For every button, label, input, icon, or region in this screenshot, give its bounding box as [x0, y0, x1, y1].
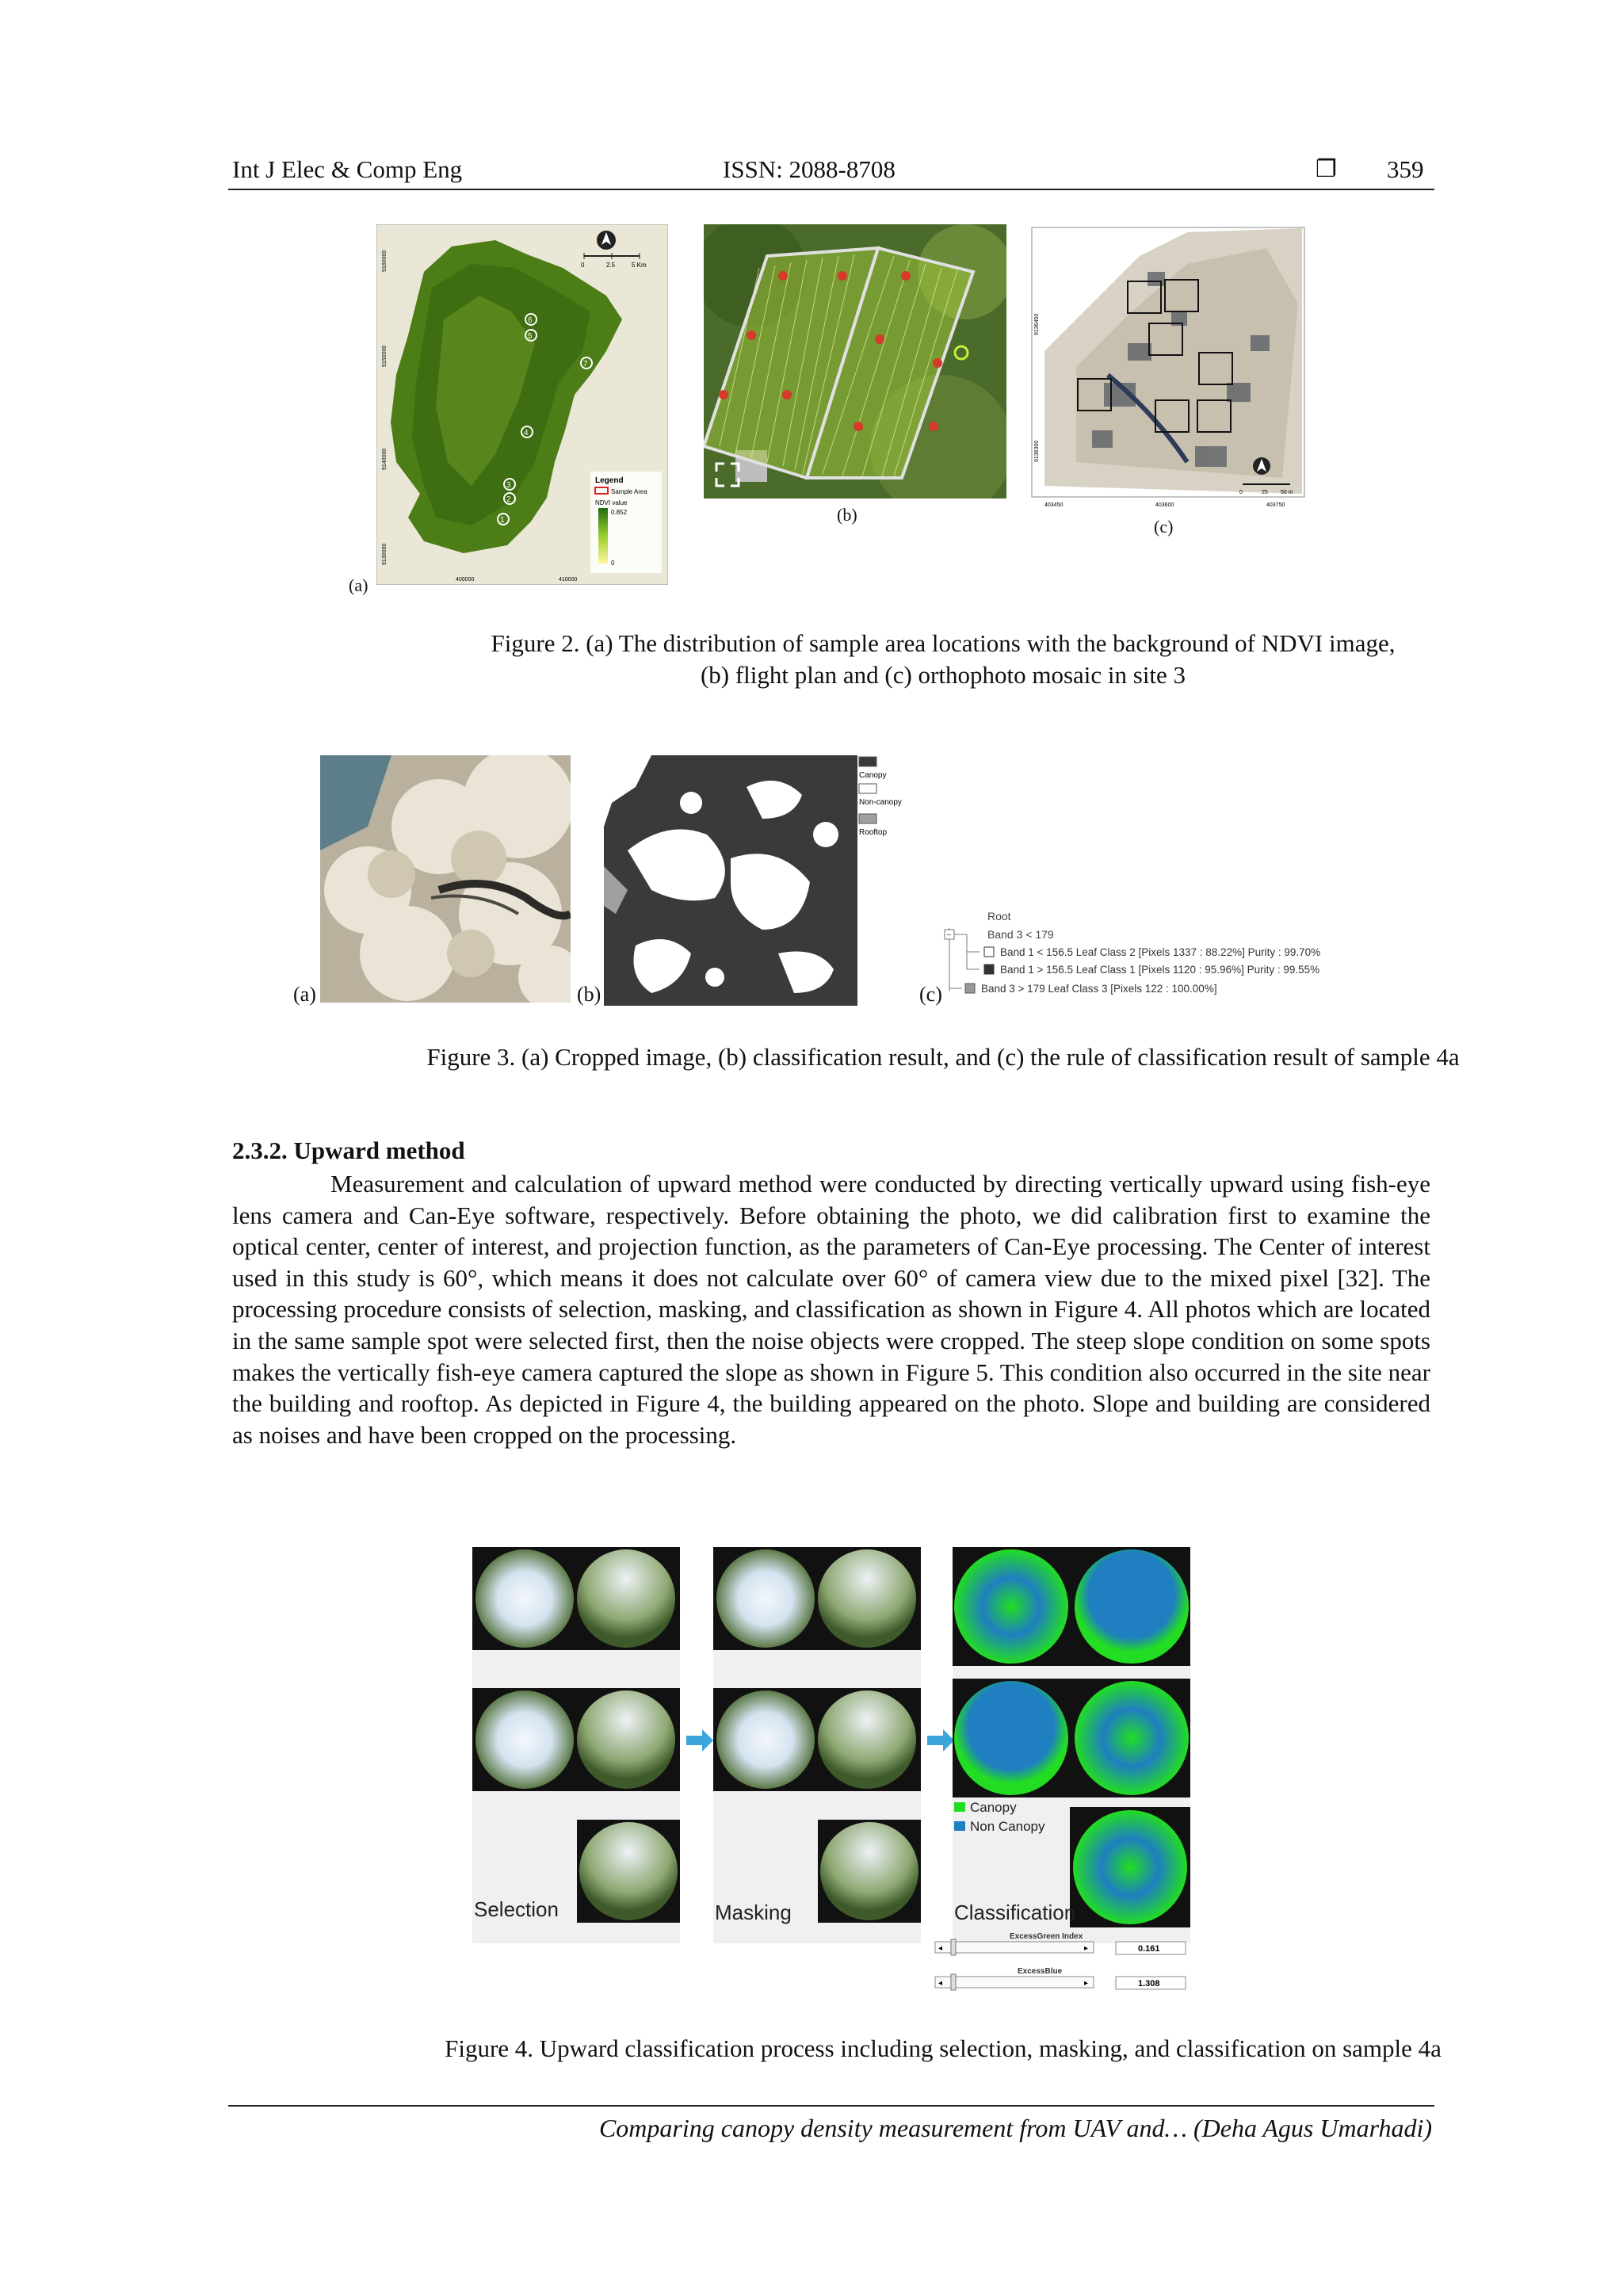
- svg-text:Canopy: Canopy: [970, 1800, 1017, 1815]
- svg-text:Masking: Masking: [715, 1901, 792, 1924]
- svg-text:Band 1 < 156.5 Leaf Class 2 [P: Band 1 < 156.5 Leaf Class 2 [Pixels 1337 : 88.22%] Purity : 99.70%: [1000, 946, 1321, 958]
- svg-text:9136300: 9136300: [1034, 440, 1040, 462]
- page-number: 359: [1387, 155, 1424, 183]
- figure2-flight-plan: [704, 224, 1006, 499]
- svg-text:0: 0: [611, 560, 615, 567]
- svg-text:6: 6: [528, 316, 533, 325]
- box-icon: ❐: [1316, 155, 1337, 183]
- svg-text:Rooftop: Rooftop: [859, 828, 888, 837]
- svg-text:−: −: [946, 930, 952, 940]
- svg-text:Canopy: Canopy: [859, 771, 887, 780]
- section-paragraph: Measurement and calculation of upward method were conducted by directing vertically upward using fish-eye lens camera and Can-Eye software, respectively. Before obtaining the photo, we did calibration first to examine the optical center, center of interest, and projection function, as the parameters of Can-Eye processing. The Center of interest used in this study is 60°, which means it does not calculate over 60° of camera view due to the mixed pixel [32]. The processing procedure consists of selection, masking, and classification as shown in Figure 4. All photos which are located in the same sample spot were selected first, then the noise objects were cropped. The steep slope condition on some spots makes the vertically fish-eye camera captured the slope as shown in Figure 5. This condition also occurred in the site near the building and rooftop. As depicted in Figure 4, the building appeared on the photo. Slope and building are considered as noises and have been cropped on the processing.: [232, 1170, 1430, 1449]
- svg-text:Sample Area: Sample Area: [611, 488, 647, 495]
- svg-text:◂: ◂: [938, 1979, 943, 1988]
- svg-text:403750: 403750: [1266, 502, 1285, 508]
- svg-text:Band 3 > 179 Leaf Class 3 [Pix: Band 3 > 179 Leaf Class 3 [Pixels 122 : 100.00%]: [981, 983, 1217, 995]
- svg-text:Root: Root: [987, 910, 1011, 923]
- ndvi-legend: [590, 472, 662, 573]
- svg-text:403450: 403450: [1044, 502, 1064, 508]
- svg-text:9140000: 9140000: [382, 448, 388, 470]
- figure4-caption: Figure 4. Upward classification process including selection, masking, and classification on sample 4a: [445, 2034, 1442, 2062]
- svg-text:0.852: 0.852: [611, 509, 628, 516]
- svg-text:2: 2: [506, 495, 511, 504]
- figure3-classification-result: [604, 755, 857, 1006]
- svg-text:9160000: 9160000: [382, 250, 388, 272]
- fig3-label-c: (c): [919, 983, 942, 1006]
- figure2-orthophoto: [1029, 224, 1308, 510]
- svg-text:403600: 403600: [1155, 502, 1174, 508]
- svg-text:▸: ▸: [1084, 1979, 1089, 1988]
- svg-text:ExcessGreen Index: ExcessGreen Index: [1010, 1932, 1083, 1941]
- svg-text:5 Km: 5 Km: [632, 262, 647, 269]
- svg-text:Band 3 < 179: Band 3 < 179: [987, 928, 1054, 941]
- figure2-caption-line1: Figure 2. (a) The distribution of sample area locations with the background of NDVI image,: [491, 629, 1396, 657]
- section-heading: 2.3.2. Upward method: [232, 1137, 465, 1164]
- svg-text:5: 5: [528, 332, 533, 341]
- svg-text:50 m: 50 m: [1281, 490, 1293, 495]
- svg-text:4: 4: [524, 429, 529, 437]
- fig3-label-b: (b): [577, 983, 601, 1006]
- fig2-label-b: (b): [837, 505, 857, 525]
- svg-text:3: 3: [506, 481, 511, 490]
- fig2-label-a: (a): [349, 575, 369, 595]
- svg-text:◂: ◂: [938, 1944, 943, 1953]
- svg-text:Non Canopy: Non Canopy: [970, 1819, 1045, 1834]
- figure3-rule-tree: [943, 906, 1371, 1001]
- figure4-process: [471, 1545, 1190, 2001]
- fig3-label-a: (a): [293, 983, 316, 1006]
- svg-text:1: 1: [500, 516, 505, 525]
- svg-text:▸: ▸: [1084, 1944, 1089, 1953]
- svg-text:410000: 410000: [559, 577, 578, 583]
- svg-text:9130000: 9130000: [382, 543, 388, 565]
- svg-text:2.5: 2.5: [606, 262, 616, 269]
- svg-text:0: 0: [581, 262, 585, 269]
- svg-text:9150000: 9150000: [382, 345, 388, 367]
- figure2-caption-line2: (b) flight plan and (c) orthophoto mosaic in site 3: [700, 661, 1186, 689]
- north-arrow-icon: [597, 231, 616, 250]
- svg-text:Legend: Legend: [595, 476, 624, 485]
- svg-text:ExcessBlue: ExcessBlue: [1018, 1967, 1063, 1976]
- footer-rule: [228, 2105, 1434, 2107]
- fig2-label-c: (c): [1154, 517, 1174, 537]
- svg-text:25: 25: [1262, 490, 1268, 495]
- running-header-issn: ISSN: 2088-8708: [723, 155, 896, 183]
- svg-text:NDVI value: NDVI value: [595, 499, 628, 506]
- running-footer: Comparing canopy density measurement from UAV and… (Deha Agus Umarhadi): [598, 2114, 1432, 2142]
- figure3-cropped-image: [320, 755, 571, 1003]
- figure3-caption: Figure 3. (a) Cropped image, (b) classification result, and (c) the rule of classification result of sample 4a: [426, 1043, 1460, 1071]
- svg-text:0: 0: [1239, 490, 1243, 495]
- svg-text:Non-canopy: Non-canopy: [859, 798, 902, 807]
- running-header-journal: Int J Elec & Comp Eng: [232, 155, 463, 183]
- figure2-map-ndvi: [376, 224, 668, 585]
- north-arrow-icon: [1253, 457, 1270, 475]
- figure3-legend: [857, 755, 913, 842]
- svg-text:0.161: 0.161: [1138, 1944, 1160, 1954]
- figure2-caption: [222, 628, 1623, 691]
- header-rule: [228, 189, 1434, 190]
- svg-text:7: 7: [583, 360, 588, 369]
- svg-text:Selection: Selection: [474, 1897, 559, 1921]
- svg-text:9136450: 9136450: [1034, 313, 1040, 335]
- svg-text:400000: 400000: [456, 577, 475, 583]
- svg-text:1.308: 1.308: [1138, 1979, 1160, 1988]
- svg-text:Band 1 > 156.5 Leaf Class 1 [P: Band 1 > 156.5 Leaf Class 1 [Pixels 1120 : 95.96%] Purity : 99.55%: [1000, 964, 1320, 976]
- svg-text:Classification: Classification: [954, 1901, 1076, 1924]
